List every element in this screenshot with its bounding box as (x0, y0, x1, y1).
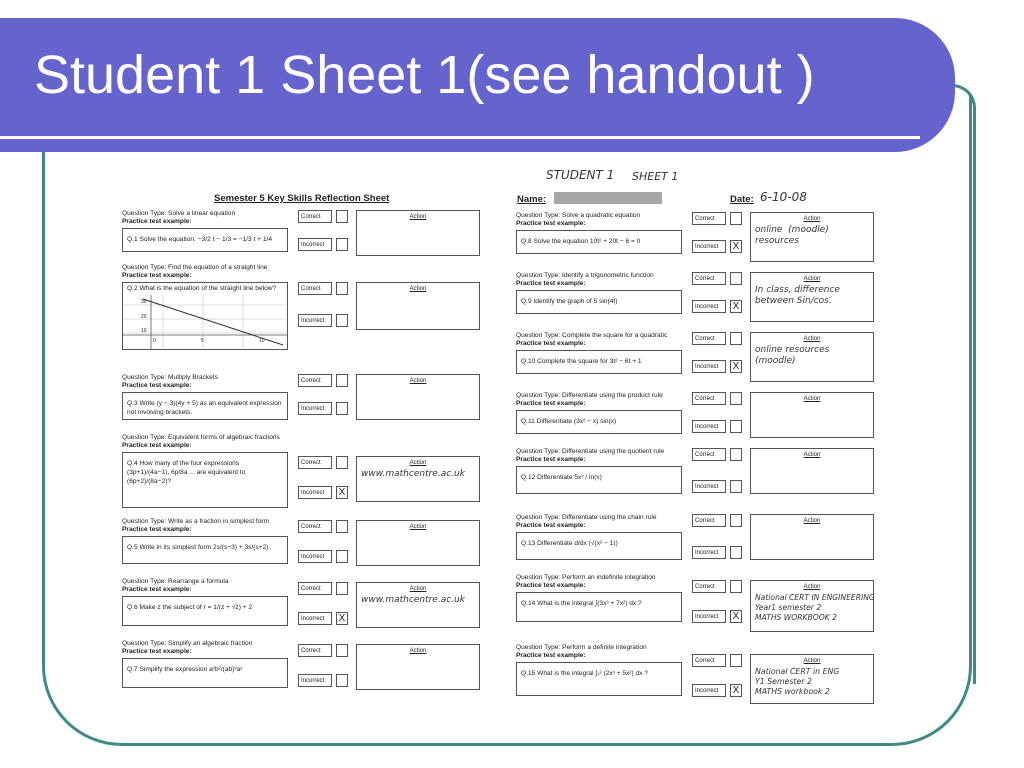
practice-label: Practice test example: (516, 582, 586, 589)
question-block-q4 (122, 434, 506, 510)
incorrect-box[interactable]: Incorrect (298, 486, 332, 499)
question-block-q5 (122, 518, 506, 582)
incorrect-box[interactable]: Incorrect (298, 238, 332, 251)
incorrect-tick[interactable]: X (730, 684, 742, 697)
action-box[interactable] (750, 332, 874, 382)
action-box[interactable] (356, 582, 480, 628)
question-block-q12 (516, 448, 900, 512)
action-box[interactable] (750, 580, 874, 632)
question-type: Question Type: Identify a trigonometric function (516, 272, 654, 279)
incorrect-tick[interactable]: X (730, 240, 742, 253)
y-tick-20: 20 (141, 314, 147, 320)
title-divider (0, 136, 920, 139)
question-text: Q.4 How many of the four expressions (3p+1)/(4a−1), 6p/8a ... are equivalent to (6p+2)/(8a−2)? (122, 452, 288, 508)
correct-box[interactable]: Correct (298, 456, 332, 469)
correct-tick[interactable] (730, 272, 742, 285)
correct-box[interactable]: Correct (692, 332, 726, 345)
question-block-q9 (516, 272, 900, 336)
correct-tick[interactable] (730, 448, 742, 461)
correct-tick[interactable] (336, 210, 348, 223)
practice-label: Practice test example: (516, 340, 586, 347)
correct-box[interactable]: Correct (692, 514, 726, 527)
correct-box[interactable]: Correct (298, 520, 332, 533)
practice-label: Practice test example: (122, 586, 192, 593)
question-text: Q.11 Differentiate (3x² − x) sin(x) (516, 410, 682, 434)
redacted-name (554, 192, 662, 204)
correct-box[interactable]: Correct (298, 282, 332, 295)
correct-tick[interactable] (730, 332, 742, 345)
question-text: Q.8 Solve the equation 10t² + 20t − 6 = 0 (516, 230, 682, 254)
question-text: Q.2 What is the equation of the straight line below? (127, 285, 277, 292)
incorrect-tick[interactable] (730, 546, 742, 559)
question-type: Question Type: Complete the square for a quadratic (516, 332, 668, 339)
incorrect-tick[interactable] (730, 480, 742, 493)
practice-label: Practice test example: (122, 218, 192, 225)
handwritten-note: www.mathcentre.ac.uk (361, 595, 465, 605)
question-type: Question Type: Differentiate using the quotient rule (516, 448, 665, 455)
correct-tick[interactable] (730, 392, 742, 405)
y-tick-30: 30 (141, 299, 147, 305)
date-value: 6-10-08 (760, 190, 807, 204)
action-box[interactable] (356, 282, 480, 330)
incorrect-tick[interactable]: X (730, 610, 742, 623)
right-sheet (512, 160, 904, 730)
incorrect-box[interactable]: Incorrect (298, 550, 332, 563)
action-label: Action (409, 524, 427, 530)
action-label: Action (803, 452, 821, 458)
practice-label: Practice test example: (516, 280, 586, 287)
action-box[interactable] (750, 212, 874, 262)
x-tick-5: 5 (201, 338, 204, 344)
question-block-q8 (516, 212, 900, 276)
question-type: Question Type: Multiply Brackets (122, 374, 218, 381)
correct-tick[interactable] (730, 654, 742, 667)
action-label: Action (803, 584, 821, 590)
practice-label: Practice test example: (516, 652, 586, 659)
line-graph (122, 282, 288, 350)
incorrect-box[interactable]: Incorrect (298, 402, 332, 415)
practice-label: Practice test example: (516, 400, 586, 407)
practice-label: Practice test example: (516, 456, 586, 463)
correct-tick[interactable] (336, 582, 348, 595)
question-block-q11 (516, 392, 900, 456)
action-box[interactable] (356, 520, 480, 566)
y-tick-10: 10 (141, 328, 147, 334)
question-type: Question Type: Solve a linear equation (122, 210, 236, 217)
question-text: Q.1 Solve the equation: −3/2 t − 1/3 = −1/3 t + 1/4 (122, 228, 288, 252)
incorrect-box[interactable]: Incorrect (298, 314, 332, 327)
question-type: Question Type: Solve a quadratic equation (516, 212, 641, 219)
question-block-q7 (122, 640, 506, 704)
incorrect-tick[interactable]: X (336, 612, 348, 625)
incorrect-box[interactable]: Incorrect (692, 240, 726, 253)
incorrect-box[interactable]: Incorrect (692, 610, 726, 623)
handwritten-note: National CERT IN ENGINEERING Year1 semester 2 MATHS WORKBOOK 2 (755, 593, 875, 622)
action-label: Action (409, 286, 427, 292)
incorrect-tick[interactable] (336, 550, 348, 563)
action-label: Action (803, 216, 821, 222)
incorrect-tick[interactable] (336, 402, 348, 415)
question-text: Q.5 Write in its simplest form 2s/(s−3) + 3s/(s+2) (122, 536, 288, 564)
action-box[interactable] (750, 392, 874, 438)
incorrect-box[interactable]: Incorrect (692, 480, 726, 493)
action-box[interactable] (750, 448, 874, 494)
question-block-q13 (516, 514, 900, 578)
question-type: Question Type: Find the equation of a straight line (122, 264, 268, 271)
question-text: Q.9 Identify the graph of 5 sin(4t) (516, 290, 682, 314)
slide-title: Student 1 Sheet 1(see handout ) (34, 45, 815, 105)
incorrect-tick[interactable] (336, 314, 348, 327)
action-box[interactable] (750, 654, 874, 704)
correct-box[interactable]: Correct (692, 448, 726, 461)
action-box[interactable] (356, 456, 480, 502)
correct-tick[interactable] (336, 282, 348, 295)
question-text: Q.13 Differentiate d/dx (√(x² − 1)) (516, 532, 682, 560)
correct-box[interactable]: Correct (298, 644, 332, 657)
question-type: Question Type: Equivalent forms of algebraic fractions (122, 434, 280, 441)
incorrect-box[interactable]: Incorrect (692, 360, 726, 373)
practice-label: Practice test example: (122, 272, 192, 279)
action-label: Action (803, 276, 821, 282)
incorrect-tick[interactable] (336, 238, 348, 251)
question-text: Q.15 What is the integral ∫₁² (2x³ + 5x²) dx ? (516, 662, 682, 696)
correct-box[interactable]: Correct (692, 212, 726, 225)
correct-tick[interactable] (336, 456, 348, 469)
incorrect-box[interactable]: Incorrect (692, 300, 726, 313)
correct-box[interactable]: Correct (298, 582, 332, 595)
action-label: Action (409, 460, 427, 466)
question-type: Question Type: Rearrange a formula (122, 578, 229, 585)
x-tick-10: 10 (259, 338, 265, 344)
correct-box[interactable]: Correct (692, 580, 726, 593)
handwritten-note: online (moodle) resources (755, 225, 829, 246)
sheet-handwritten: SHEET 1 (632, 170, 679, 183)
left-sheet (118, 160, 506, 730)
correct-tick[interactable] (730, 212, 742, 225)
incorrect-box[interactable]: Incorrect (692, 420, 726, 433)
action-label: Action (803, 518, 821, 524)
question-text: Q.3 Write (y − 3)(4y + 5) as an equivalent expression not involving brackets. (122, 392, 288, 420)
sheet-heading: Semester 5 Key Skills Reflection Sheet (214, 193, 390, 204)
correct-box[interactable]: Correct (692, 654, 726, 667)
handwritten-note: National CERT in ENG Y1 Semester 2 MATHS workbook 2 (755, 667, 840, 696)
question-text: Q.12 Differentiate 5x³ / ln(x) (516, 466, 682, 494)
handwritten-note: www.mathcentre.ac.uk (361, 469, 465, 479)
question-text: Q.10 Complete the square for 3t² − 6t + 1 (516, 350, 682, 374)
correct-box[interactable]: Correct (692, 392, 726, 405)
action-label: Action (803, 658, 821, 664)
incorrect-tick[interactable] (336, 674, 348, 687)
action-box[interactable] (750, 514, 874, 560)
incorrect-tick[interactable]: X (730, 300, 742, 313)
handwritten-note: In class, difference between Sin/cos. (755, 285, 840, 306)
student-handwritten: STUDENT 1 (546, 168, 615, 182)
question-block-q10 (516, 332, 900, 396)
slide-frame-right (952, 84, 976, 684)
question-type: Question Type: Write as a fraction in simplest form (122, 518, 270, 525)
question-block-q14 (516, 574, 900, 638)
question-type: Question Type: Simplify an algebraic fraction (122, 640, 253, 647)
question-type: Question Type: Differentiate using the chain rule (516, 514, 657, 521)
action-label: Action (409, 586, 427, 592)
action-label: Action (409, 648, 427, 654)
question-text: Q.7 Simplify the expression a²b²/(ab)³a² (122, 658, 288, 688)
action-box[interactable] (356, 210, 480, 256)
incorrect-box[interactable]: Incorrect (692, 546, 726, 559)
action-label: Action (409, 378, 427, 384)
question-block-q2 (122, 264, 506, 360)
correct-box[interactable]: Correct (298, 210, 332, 223)
incorrect-tick[interactable]: X (336, 486, 348, 499)
name-label: Name: (517, 194, 547, 205)
practice-label: Practice test example: (122, 442, 192, 449)
correct-tick[interactable] (336, 520, 348, 533)
action-label: Action (803, 336, 821, 342)
incorrect-box[interactable]: Incorrect (692, 684, 726, 697)
question-text: Q.6 Make z the subject of r = 1/(z + √z) + 2 (122, 596, 288, 626)
x-tick-0: 0 (153, 338, 156, 344)
incorrect-tick[interactable]: X (730, 360, 742, 373)
correct-box[interactable]: Correct (692, 272, 726, 285)
action-label: Action (409, 214, 427, 220)
correct-tick[interactable] (336, 374, 348, 387)
correct-tick[interactable] (730, 514, 742, 527)
incorrect-box[interactable]: Incorrect (298, 674, 332, 687)
date-label: Date: (730, 194, 754, 205)
incorrect-box[interactable]: Incorrect (298, 612, 332, 625)
correct-tick[interactable] (336, 644, 348, 657)
question-type: Question Type: Perform an indefinite integration (516, 574, 656, 581)
action-box[interactable] (356, 374, 480, 420)
question-type: Question Type: Perform a definite integration (516, 644, 647, 651)
question-block-q6 (122, 578, 506, 642)
question-text: Q.14 What is the integral ∫(3x³ + 7x²) dx ? (516, 592, 682, 622)
question-block-q15 (516, 644, 900, 708)
question-type: Question Type: Differentiate using the product rule (516, 392, 663, 399)
action-box[interactable] (356, 644, 480, 690)
practice-label: Practice test example: (122, 526, 192, 533)
practice-label: Practice test example: (516, 220, 586, 227)
correct-tick[interactable] (730, 580, 742, 593)
question-block-q3 (122, 374, 506, 438)
practice-label: Practice test example: (122, 382, 192, 389)
action-label: Action (803, 396, 821, 402)
practice-label: Practice test example: (122, 648, 192, 655)
practice-label: Practice test example: (516, 522, 586, 529)
incorrect-tick[interactable] (730, 420, 742, 433)
correct-box[interactable]: Correct (298, 374, 332, 387)
action-box[interactable] (750, 272, 874, 322)
handwritten-note: online resources (moodle) (755, 345, 830, 366)
